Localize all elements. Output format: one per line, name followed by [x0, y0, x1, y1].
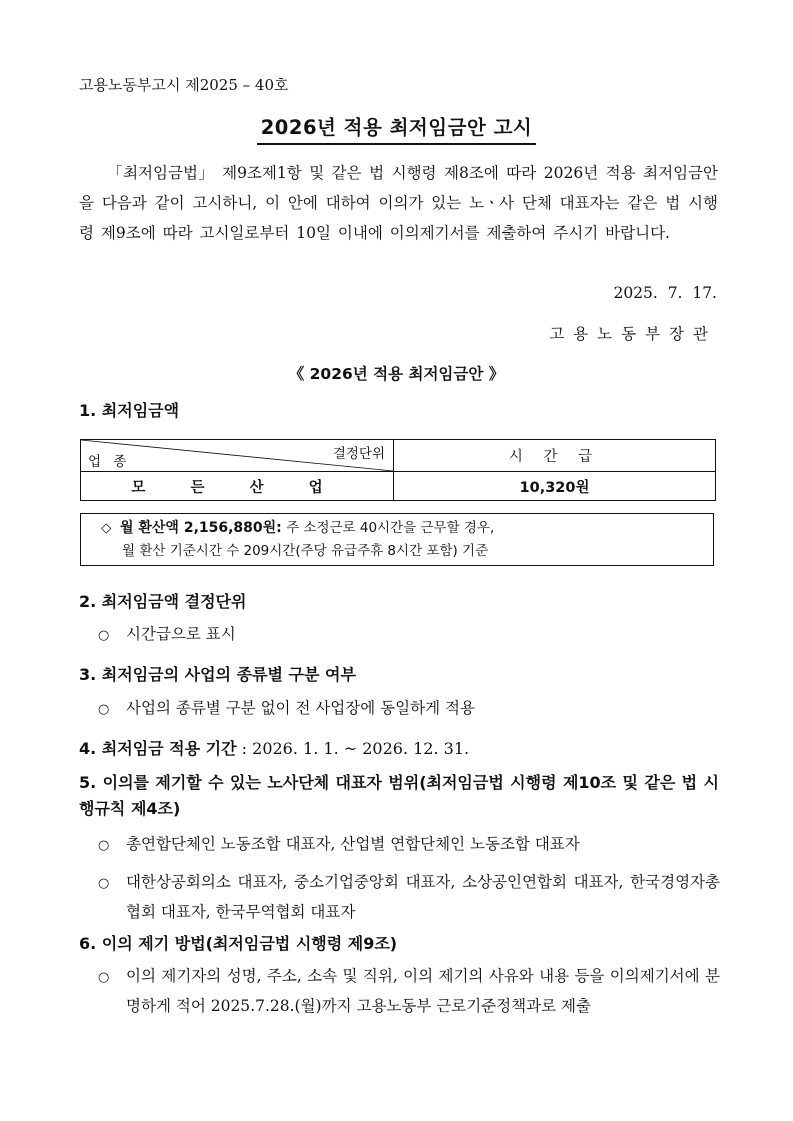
section-1-heading: 1. 최저임금액 [79, 401, 180, 420]
issuer-name: 고용노동부장관 [549, 325, 717, 343]
table-header-row [81, 440, 716, 472]
decision-unit-label: 결정단위 [332, 446, 385, 462]
monthly-conversion-note [80, 513, 714, 566]
section-3-item [98, 694, 720, 724]
circle-bullet-icon: ○ [98, 628, 110, 643]
section-5-item-2-text: 대한상공회의소 대표자, 중소기업중앙회 대표자, 소상공인연합회 대표자, 한국경영자총협회 대표자, 한국무역협회 대표자 [126, 873, 720, 921]
section-2-item [98, 620, 720, 650]
circle-bullet-icon: ○ [98, 876, 110, 891]
notice-date: 2025. 7. 17. [613, 284, 717, 302]
section-2-heading: 2. 최저임금액 결정단위 [79, 592, 247, 611]
section-6-item [98, 962, 720, 1021]
section-5-item-1 [98, 830, 720, 860]
hourly-wage-value: 10,320원 [394, 472, 716, 501]
section-6-item-text: 이의 제기자의 성명, 주소, 소속 및 직위, 이의 제기의 사유와 내용 등을 이의제기서에 분명하게 적어 2025.7.28.(월)까지 고용노동부 근로기준정책과로 제출 [126, 967, 720, 1015]
intro-paragraph: 「최저임금법」 제9조제1항 및 같은 법 시행령 제8조에 따라 2026년 적용 최저임금안을 다음과 같이 고시하니, 이 안에 대하여 이의가 있는 노ㆍ사 단체 대표자는 같은 법 시행령 제9조에 따라 고시일로부터 10일 이내에 이의제기서를 제출하여 주시기 바랍니다. [79, 164, 718, 242]
industry-label: 업 종 [88, 454, 131, 470]
application-period: : 2026. 1. 1. ~ 2026. 12. 31. [236, 739, 470, 758]
section-subtitle: 《 2026년 적용 최저임금안 》 [288, 365, 505, 383]
note-line-1 [101, 517, 713, 540]
section-6-heading: 6. 이의 제기 방법(최저임금법 시행령 제9조) [79, 934, 398, 953]
notice-number: 고용노동부고시 제2025 – 40호 [79, 76, 289, 94]
title-wrapper [0, 112, 793, 145]
document-title: 2026년 적용 최저임금안 고시 [257, 112, 537, 145]
note-line-2: 월 환산 기준시간 수 209시간(주당 유급주휴 8시간 포함) 기준 [122, 543, 489, 559]
section-3-item-text: 사업의 종류별 구분 없이 전 사업장에 동일하게 적용 [126, 699, 475, 717]
section-5-item-1-text: 총연합단체인 노동조합 대표자, 산업별 연합단체인 노동조합 대표자 [126, 835, 580, 853]
section-3-heading: 3. 최저임금의 사업의 종류별 구분 여부 [79, 665, 356, 684]
monthly-amount-bold: 월 환산액 2,156,880원: [119, 520, 282, 536]
circle-bullet-icon: ○ [98, 970, 110, 985]
section-5-item-2 [98, 868, 720, 927]
table-row [81, 472, 716, 501]
all-industries-cell: 모 든 산 업 [81, 472, 394, 501]
diamond-icon: ◇ [101, 520, 112, 536]
section-2-item-text: 시간급으로 표시 [126, 625, 236, 643]
section-4-heading [79, 736, 469, 759]
hourly-wage-header: 시 간 급 [394, 440, 716, 472]
circle-bullet-icon: ○ [98, 838, 110, 853]
minimum-wage-table [80, 439, 716, 501]
section-5-heading: 5. 이의를 제기할 수 있는 노사단체 대표자 범위(최저임금법 시행령 제10조 및 같은 법 시행규칙 제4조) [79, 773, 719, 818]
circle-bullet-icon: ○ [98, 702, 110, 717]
note-line-1-rest: 주 소정근로 40시간을 근무할 경우, [281, 520, 495, 536]
section-4-heading-text: 4. 최저임금 적용 기간 [79, 739, 237, 758]
diagonal-header-cell [81, 440, 394, 472]
